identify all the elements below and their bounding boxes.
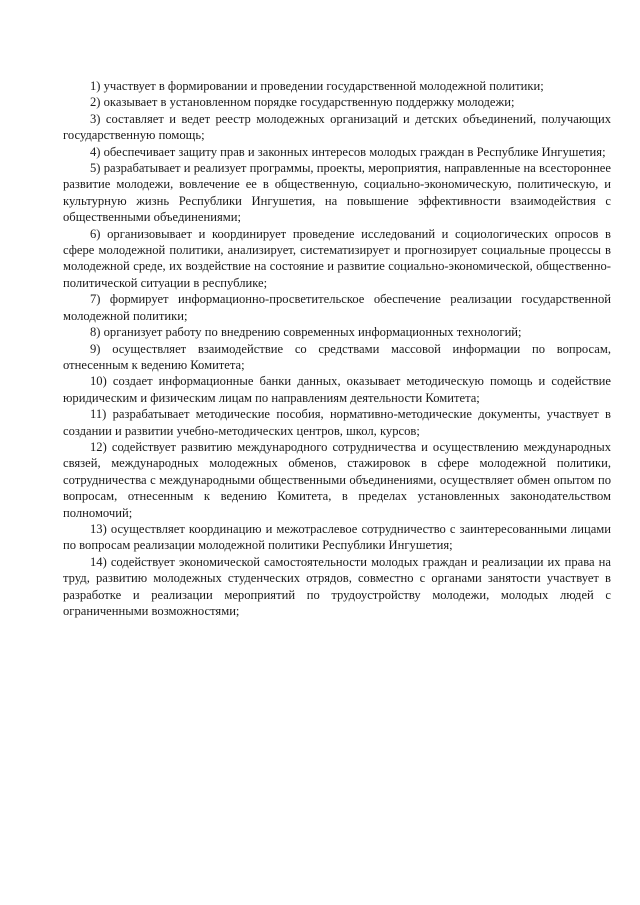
list-item: 5) разрабатывает и реализует программы, проекты, мероприятия, направленные на всестороннее развитие молодежи, вовлечение ее в общественную, социально-экономическую, политическую, и культурную жизнь Республики Ингушетия, на повышение эффективности взаимодействия с общественными объединениями; xyxy=(63,161,611,225)
list-item: 1) участвует в формировании и проведении государственной молодежной политики; xyxy=(90,79,544,93)
document-page xyxy=(63,78,611,619)
list-item: 2) оказывает в установленном порядке государственную поддержку молодежи; xyxy=(90,95,515,110)
list-item: 14) содействует экономической самостоятельности молодых граждан и реализации их права на труд, развитию молодежных студенческих отрядов, совместно с органами занятости участвует в разработке и реализации мероприятий по трудоустройству молодежи, молодых людей с ограниченными возможностями; xyxy=(63,554,611,618)
list-item: 10) создает информационные банки данных, оказывает методическую помощь и содействие юридическим и физическим лицам по направлениям деятельности Комитета; xyxy=(63,374,611,405)
list-item: 9) осуществляет взаимодействие со средствами массовой информации по вопросам, отнесенным к ведению Комитета; xyxy=(63,341,611,372)
list-item: 11) разрабатывает методические пособия, нормативно-методические документы, участвует в создании и развитии учебно-методических центров, школ, курсов; xyxy=(63,407,611,438)
list-item: 8) организует работу по внедрению современных информационных технологий; xyxy=(90,325,522,340)
list-item: 13) осуществляет координацию и межотраслевое сотрудничество с заинтересованными лицами по вопросам реализации молодежной политики Республики Ингушетия; xyxy=(63,521,611,553)
list-item: 7) формирует информационно-просветительское обеспечение реализации государственной молодежной политики; xyxy=(63,292,611,323)
list-item: 3) составляет и ведет реестр молодежных организаций и детских объединений, получающих государственную помощь; xyxy=(63,111,611,143)
list-item: 6) организовывает и координирует проведение исследований и социологических опросов в сфере молодежной политики, анализирует, систематизирует и прогнозирует социальные процессы в молодежной среде, их воздействие на состояние и развитие социально-экономической, общественно-политической ситуации в республике; xyxy=(63,226,611,290)
list-item: 4) обеспечивает защиту прав и законных интересов молодых граждан в Республике Ингушетия; xyxy=(90,144,606,159)
list-item: 12) содействует развитию международного сотрудничества и осуществлению международных связей, международных молодежных обменов, стажировок в сфере молодежной политики, сотрудничества с международными общественными объединениями, осуществляет обмен опытом по вопросам, отнесенным к ведению Комитета, в пределах установленных законодательством полномочий; xyxy=(63,439,611,520)
